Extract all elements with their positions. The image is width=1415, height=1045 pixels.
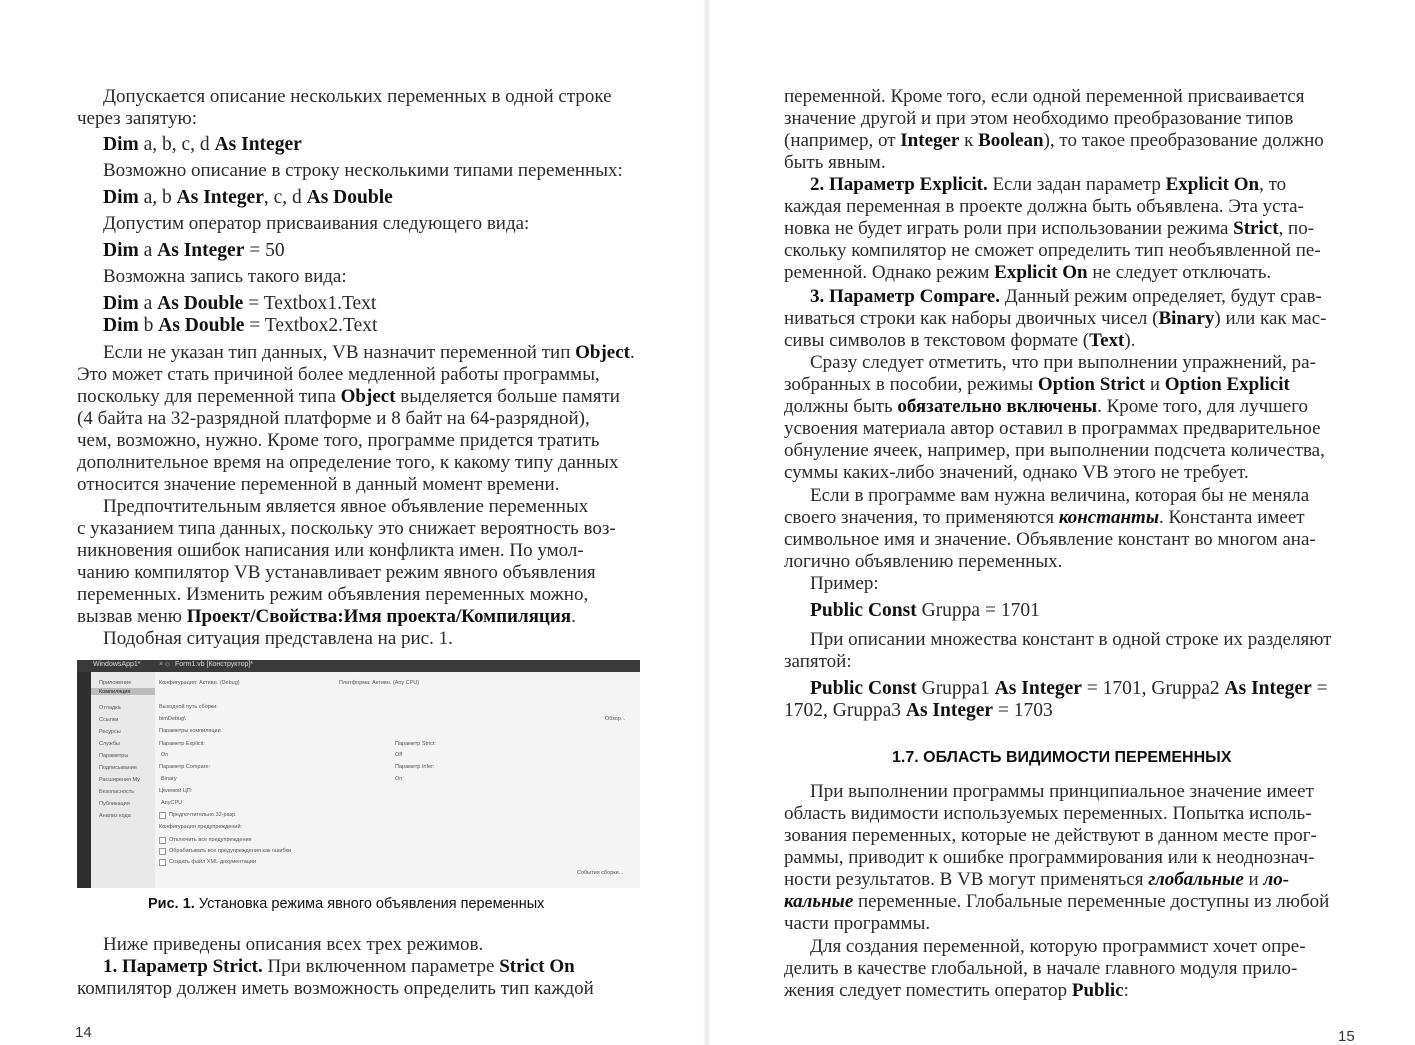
- ide-screenshot-figure: [77, 660, 640, 888]
- option-explicit-value: On: [161, 752, 169, 758]
- paragraph-line: ниваться строки как наборы двоичных чисел (Binary) или как мас-: [784, 308, 1327, 329]
- paragraph-line: новка не будет играть роли при использовании режима Strict, по-: [784, 218, 1315, 239]
- code-line: Dim b As Double = Textbox2.Text: [103, 315, 378, 336]
- paragraph-line: каждая переменная в проекте должна быть объявлена. Эта уста-: [784, 196, 1304, 217]
- paragraph-line: Предпочтительным является явное объявление переменных: [103, 496, 589, 517]
- treat-warnings-label: Обрабатывать все предупреждения как ошибки: [169, 848, 292, 854]
- paragraph-line: поскольку для переменной типа Object выделяется больше памяти: [77, 386, 620, 407]
- checkbox: [159, 859, 166, 866]
- paragraph-line: дополнительное время на определение того, к какому типу данных: [77, 452, 619, 473]
- paragraph-line: При выполнении программы принципиальное значение имеет: [810, 781, 1314, 802]
- section-title: 1.7. ОБЛАСТЬ ВИДИМОСТИ ПЕРЕМЕННЫХ: [892, 749, 1232, 766]
- target-cpu-label: Целевой ЦП:: [159, 788, 193, 794]
- nav-item: Службы: [99, 741, 120, 747]
- paragraph-line: переменных. Изменить режим объявления переменных можно,: [77, 584, 589, 605]
- paragraph-line: никновения ошибок написания или конфликта имен. По умол-: [77, 540, 584, 561]
- paragraph-line: через запятую:: [77, 108, 198, 129]
- paragraph-line: Допускается описание нескольких переменных в одной строке: [103, 86, 612, 107]
- paragraph-line: зования переменных, которые не действуют в данном месте прог-: [784, 825, 1317, 846]
- paragraph-line: ности результатов. В VB могут применяться глобальные и ло-: [784, 869, 1290, 890]
- paragraph-line: жения следует поместить оператор Public:: [784, 980, 1129, 1001]
- paragraph-line: значение другой и при этом необходимо преобразование типов: [784, 108, 1294, 129]
- nav-item: Подписывание: [99, 765, 137, 771]
- paragraph-line: Возможна запись такого вида:: [103, 266, 347, 287]
- close-icon: × ⬦: [159, 661, 170, 668]
- paragraph-line: логично объявлению переменных.: [784, 551, 1063, 572]
- paragraph-line: делить в качестве глобальной, в начале главного модуля прило-: [784, 958, 1298, 979]
- paragraph-line: своего значения, то применяются константы. Константа имеет: [784, 507, 1305, 528]
- paragraph-line: Для создания переменной, которую программист хочет опре-: [810, 936, 1306, 957]
- warning-config-label: Конфигурация предупреждений:: [159, 824, 243, 830]
- option-strict-label: Параметр Strict:: [395, 741, 436, 747]
- paragraph-line: область видимости используемых переменных. Попытка исполь-: [784, 803, 1312, 824]
- output-path-field: bin\Debug\: [159, 716, 186, 722]
- option-strict-value: Off: [395, 752, 403, 758]
- paragraph-line: Пример:: [810, 573, 879, 594]
- project-properties-nav: [91, 672, 155, 888]
- code-line: Dim a, b As Integer, c, d As Double: [103, 187, 393, 208]
- paragraph-line: Это может стать причиной более медленной работы программы,: [77, 364, 600, 385]
- tab-project: WindowsApp1*: [93, 661, 141, 668]
- platform-select: Платформа: Активн. (Any CPU): [339, 680, 420, 686]
- paragraph-line: Допустим оператор присваивания следующего вида:: [103, 213, 530, 234]
- option-explicit-label: Параметр Explicit:: [159, 741, 205, 747]
- paragraph-line: Подобная ситуация представлена на рис. 1.: [103, 628, 453, 649]
- nav-item: Приложение: [99, 680, 132, 686]
- paragraph-line: сивы символов в текстовом формате (Text).: [784, 330, 1136, 351]
- output-path-label: Выходной путь сборки:: [159, 704, 218, 710]
- paragraph-line: относится значение переменной в данный момент времени.: [77, 474, 560, 495]
- prefer-32bit-label: Предпочтительно 32-разр.: [169, 812, 237, 818]
- right-page: [707, 0, 1415, 1045]
- paragraph-line: усвоения материала автор оставил в программах предварительное: [784, 418, 1321, 439]
- nav-item: Ссылки: [99, 717, 119, 723]
- paragraph-line: При описании множества констант в одной строке их разделяют: [810, 629, 1332, 650]
- paragraph-line: кальные переменные. Глобальные переменные доступны из любой: [784, 891, 1330, 912]
- code-line: Dim a As Double = Textbox1.Text: [103, 293, 377, 314]
- nav-item: Ресурсы: [99, 729, 121, 735]
- nav-item: Параметры: [99, 753, 129, 759]
- paragraph-line: переменной. Кроме того, если одной переменной присваивается: [784, 86, 1305, 107]
- target-cpu-value: AnyCPU: [161, 800, 183, 806]
- paragraph-line: компилятор должен иметь возможность определить тип каждой: [77, 978, 594, 999]
- nav-item: Безопасность: [99, 789, 135, 795]
- option-compare-label: Параметр Compare:: [159, 764, 211, 770]
- code-line: Dim a, b, c, d As Integer: [103, 134, 302, 155]
- paragraph-line: вызвав меню Проект/Свойства:Имя проекта/Компиляция.: [77, 606, 576, 627]
- paragraph-line: символьное имя и значение. Объявление констант во многом ана-: [784, 529, 1316, 550]
- paragraph-line: раммы, приводит к ошибке программирования или к неоднознач-: [784, 847, 1315, 868]
- paragraph-line: Возможно описание в строку несколькими типами переменных:: [103, 160, 623, 181]
- paragraph-line: части программы.: [784, 913, 931, 934]
- nav-item: Расширения My: [99, 777, 140, 783]
- option-infer-label: Параметр Infer:: [395, 764, 435, 770]
- paragraph-line: ременной. Однако режим Explicit On не следует отключать.: [784, 262, 1272, 283]
- page-number: 15: [1338, 1028, 1355, 1045]
- paragraph-line: 2. Параметр Explicit. Если задан параметр Explicit On, то: [810, 174, 1287, 195]
- paragraph-line: должны быть обязательно включены. Кроме того, для лучшего: [784, 396, 1309, 417]
- nav-item: Отладка: [99, 705, 121, 711]
- paragraph-line: (4 байта на 32-разрядной платформе и 8 байт на 64-разрядной),: [77, 408, 590, 429]
- code-line: Public Const Gruppa1 As Integer = 1701, Gruppa2 As Integer =: [810, 678, 1328, 699]
- figure-caption: Рис. 1. Установка режима явного объявления переменных: [148, 896, 545, 912]
- checkbox: [159, 812, 166, 819]
- compile-options-label: Параметры компиляции: [159, 728, 221, 734]
- xml-doc-label: Создать файл XML-документации: [169, 859, 257, 865]
- paragraph-line: скольку компилятор не сможет определить тип необъявленной пе-: [784, 240, 1321, 261]
- paragraph-line: зобранных в пособии, режимы Option Strict и Option Explicit: [784, 374, 1290, 395]
- disable-warnings-label: Отключить все предупреждения: [169, 837, 252, 843]
- browse-button: Обзор...: [605, 716, 626, 722]
- paragraph-line: Ниже приведены описания всех трех режимов.: [103, 934, 484, 955]
- tab-form-designer: Form1.vb [Конструктор]*: [175, 661, 254, 668]
- paragraph-line: чанию компилятор VB устанавливает режим явного объявления: [77, 562, 596, 583]
- code-line: 1702, Gruppa3 As Integer = 1703: [784, 700, 1053, 721]
- paragraph-line: 1. Параметр Strict. При включенном параметре Strict On: [103, 956, 575, 977]
- nav-item-selected: Компиляция: [99, 689, 131, 695]
- paragraph-line: запятой:: [784, 651, 852, 672]
- nav-item: Публикация: [99, 801, 130, 807]
- paragraph-line: обнуление ячеек, например, при выполнении подсчета количества,: [784, 440, 1325, 461]
- nav-item: Анализ кода: [99, 813, 131, 819]
- option-infer-value: On: [395, 776, 403, 782]
- paragraph-line: суммы каких-либо значений, однако VB этого не требует.: [784, 462, 1249, 483]
- checkbox: [159, 848, 166, 855]
- paragraph-line: Сразу следует отметить, что при выполнении упражнений, ра-: [810, 352, 1316, 373]
- code-line: Dim a As Integer = 50: [103, 240, 285, 261]
- checkbox: [159, 837, 166, 844]
- page-number: 14: [75, 1024, 92, 1041]
- paragraph-line: Если в программе вам нужна величина, которая бы не меняла: [810, 485, 1310, 506]
- paragraph-line: с указанием типа данных, поскольку это снижает вероятность воз-: [77, 518, 616, 539]
- configuration-select: Конфигурация: Активн. (Debug): [159, 680, 240, 686]
- paragraph-line: Если не указан тип данных, VB назначит переменной тип Object.: [103, 342, 635, 363]
- paragraph-line: 3. Параметр Compare. Данный режим определяет, будут срав-: [810, 286, 1322, 307]
- paragraph-line: быть явным.: [784, 152, 886, 173]
- option-compare-value: Binary: [161, 776, 177, 782]
- build-events-button: События сборки...: [577, 870, 624, 876]
- left-page: [0, 0, 707, 1045]
- paragraph-line: (например, от Integer к Boolean), то такое преобразование должно: [784, 130, 1324, 151]
- code-line: Public Const Gruppa = 1701: [810, 600, 1040, 621]
- paragraph-line: чем, возможно, нужно. Кроме того, программе придется тратить: [77, 430, 600, 451]
- ide-side-toolbar: [77, 672, 91, 888]
